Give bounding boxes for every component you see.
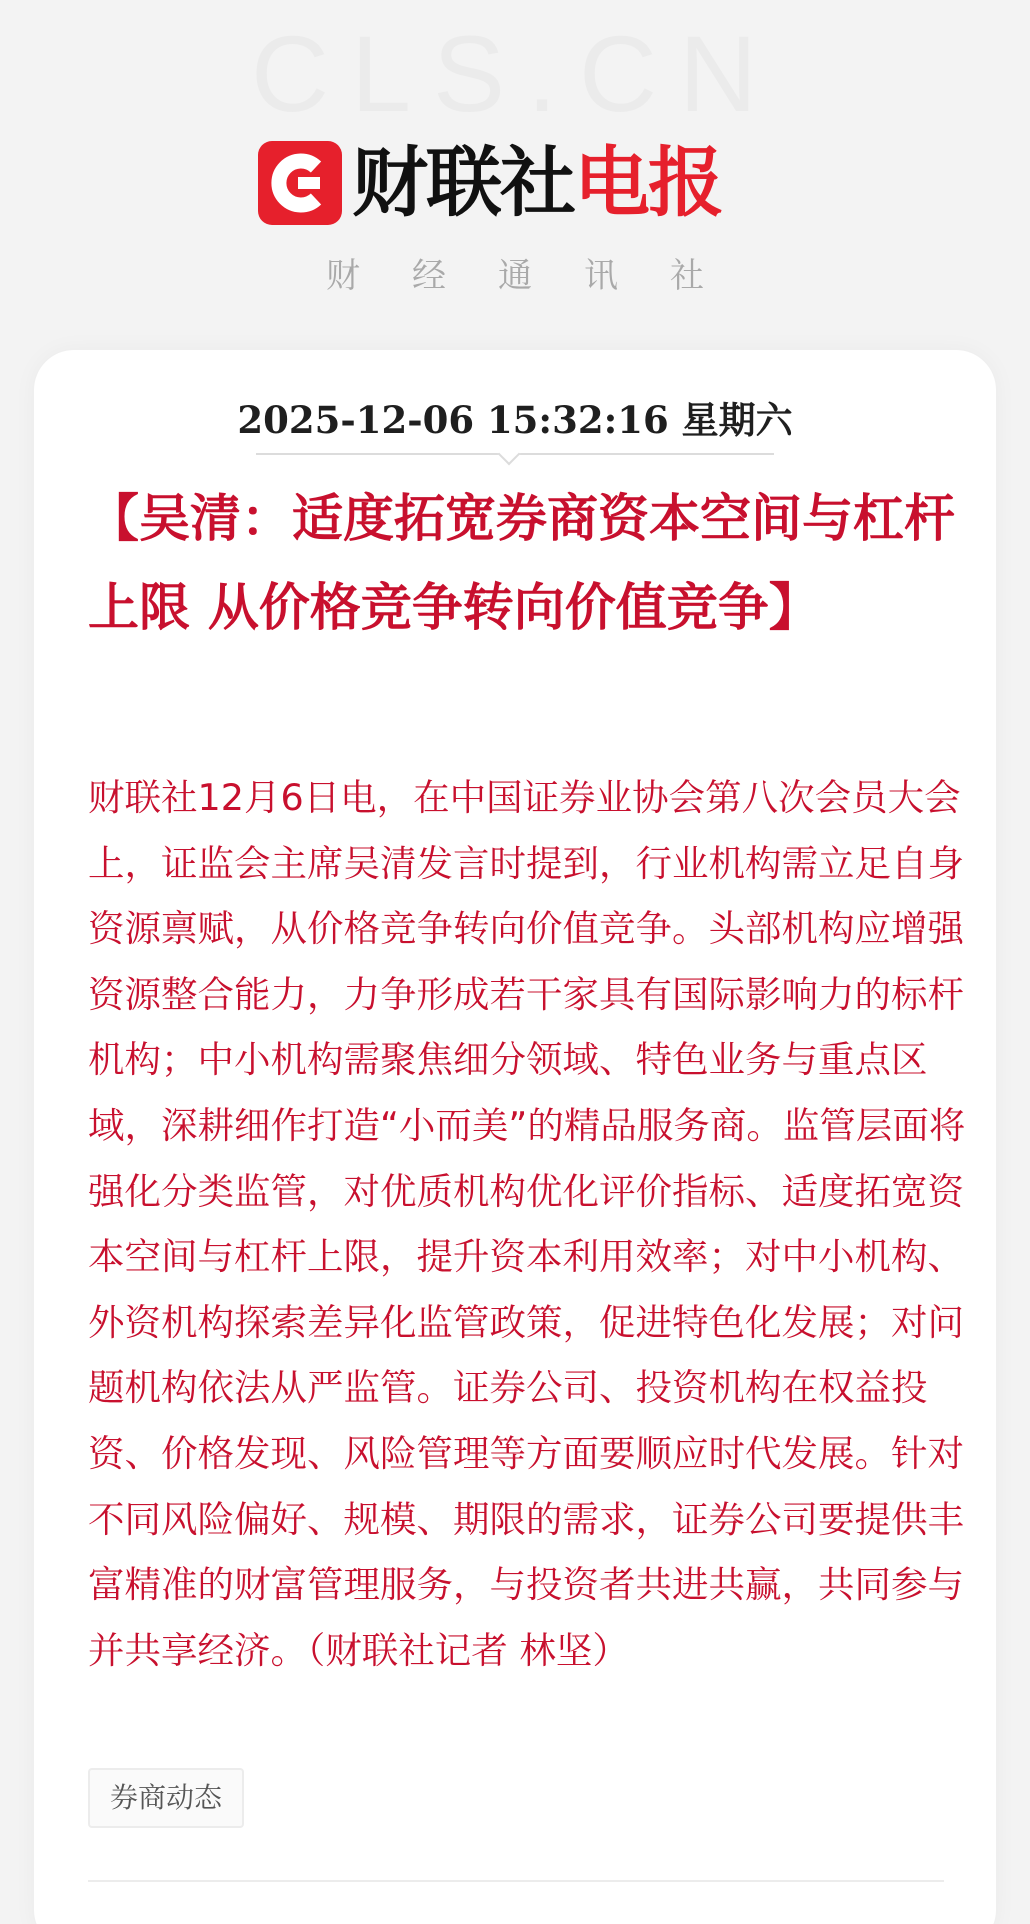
article-headline: 【吴清：适度拓宽券商资本空间与杠杆上限 从价格竞争转向价值竞争】 (88, 489, 956, 638)
watermark: CLS.CN (250, 13, 780, 134)
card-divider (88, 1880, 944, 1882)
category-tag[interactable]: 券商动态 (88, 1768, 244, 1828)
brand-logo (258, 138, 722, 228)
brand-name (352, 138, 722, 227)
article-datetime: 2025-12-06 15:32:16 星期六 (237, 398, 793, 442)
article-card (34, 350, 996, 1924)
brand-header (0, 0, 1030, 330)
article-body: 财联社12月6日电，在中国证券业协会第八次会员大会上，证监会主席吴清发言时提到，行业机构需立足自身资源禀赋，从价格竞争转向价值竞争。头部机构应增强资源整合能力，力争形成若干家具有国际影响力的标杆机构；中小机构需聚焦细分领域、特色业务与重点区域，深耕细作打造“小而美”的精品服务商。监管层面将强化分类监管，对优质机构优化评价指标、适度拓宽资本空间与杠杆上限，提升资本利用效率；对中小机构、外资机构探索差异化监管政策，促进特色化发展；对问题机构依法从严监管。证券公司、投资机构在权益投资、价格发现、风险管理等方面要顺应时代发展。针对不同风险偏好、规模、期限的需求，证券公司要提供丰富精准的财富管理服务，与投资者共进共赢，共同参与并共享经济。（财联社记者 林坚） (88, 776, 966, 1672)
divider-notch (498, 443, 521, 466)
brand-name-main: 财联社 (352, 138, 574, 227)
brand-tagline: 财经通讯社 (326, 256, 756, 296)
brand-name-telegraph: 电报 (574, 138, 722, 227)
cls-logo-icon (258, 141, 342, 225)
